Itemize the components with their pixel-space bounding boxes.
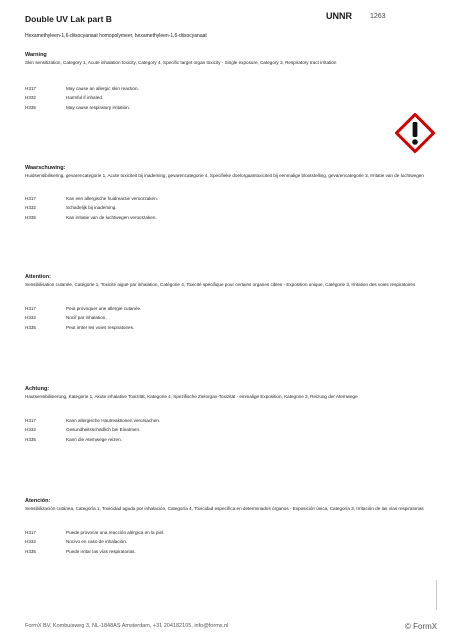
company-address: FormX BV, Kombuisweg 3, NL-1848AS Amsterdam, +31 204182105, info@formx.nl xyxy=(25,623,229,629)
h-code: H317 xyxy=(25,85,36,91)
h-text: Kann die Atemwege reizen. xyxy=(66,436,122,442)
section-german xyxy=(25,386,425,444)
h-code: H317 xyxy=(25,195,36,201)
h-text: Gesundheitsschädlich bei Einatmen. xyxy=(66,427,141,433)
h-text: May cause respiratory irritation. xyxy=(66,104,131,110)
h-text: Kan irritatie van de luchtwegen veroorzaken. xyxy=(66,214,157,220)
product-title: Double UV Lak part B xyxy=(25,14,112,24)
h-code: H317 xyxy=(25,529,36,535)
h-statement-row xyxy=(25,435,425,445)
hazard-classes: Sensibilisation cutanée, Catégorie 1, Toxicité aiguë par inhalation, Catégorie 4, Toxicité spécifique pour certains organes cibles - Exposition unique, Catégorie 3, Irritation des voies respiratoires xyxy=(25,281,416,287)
h-statement-table xyxy=(25,194,425,223)
signal-word: Achtung: xyxy=(25,386,50,392)
h-statement-row xyxy=(25,103,425,113)
h-statement-row xyxy=(25,194,425,204)
h-statement-row xyxy=(25,213,425,223)
section-spanish xyxy=(25,498,425,556)
section-french xyxy=(25,274,425,332)
h-statement-row xyxy=(25,425,425,435)
signal-word: Attention: xyxy=(25,274,51,280)
h-code: H335 xyxy=(25,324,36,330)
h-code: H332 xyxy=(25,427,36,433)
h-code: H317 xyxy=(25,417,36,423)
h-text: Nocif par inhalation. xyxy=(66,315,107,321)
h-code: H317 xyxy=(25,305,36,311)
h-text: May cause an allergic skin reaction. xyxy=(66,85,139,91)
h-statement-table xyxy=(25,304,425,333)
h-statement-table xyxy=(25,416,425,445)
h-text: Peut irriter les voies respiratoires. xyxy=(66,324,135,330)
section-english xyxy=(25,52,425,112)
footer xyxy=(0,620,452,640)
h-code: H335 xyxy=(25,436,36,442)
h-text: Harmful if inhaled. xyxy=(66,95,104,101)
h-code: H332 xyxy=(25,205,36,211)
h-code: H332 xyxy=(25,539,36,545)
h-statement-row xyxy=(25,84,425,94)
exclamation-mark-diamond-icon xyxy=(395,113,435,153)
h-code: H332 xyxy=(25,95,36,101)
h-text: Peut provoquer une allergie cutanée. xyxy=(66,305,142,311)
hazard-classes: Sensibilización cutánea, Categoría 1, Toxicidad aguda por inhalación, Categoría 4, Toxicidad específica en determinados órganos - Exposición única, Categoría 3, Irritación de las vías respiratorias xyxy=(25,505,424,511)
h-statement-row xyxy=(25,313,425,323)
h-statement-table xyxy=(25,528,425,557)
h-text: Kann allergische Hautreaktionen verursachen. xyxy=(66,417,161,423)
brand-logo: © FormX xyxy=(405,622,438,631)
h-text: Puede irritar las vías respiratorias. xyxy=(66,548,136,554)
signal-word: Waarschuwing: xyxy=(25,165,66,171)
signal-word: Atención: xyxy=(25,498,51,504)
hazard-classes: Hautsensibilisierung, Kategorie 1, Akute inhalative Toxizität, Kategorie 4, Spezifische Zielorgan-Toxizität - einmalige Exposition, Kategorie 3, Reizung der Atemwege xyxy=(25,393,358,399)
ingredients-line: Hexamethyleen-1,6-diisocyanaat homopolymeer, hexamethyleen-1,6-diisocyanaat xyxy=(25,33,207,39)
h-text: Puede provocar una reacción alérgica en la piel. xyxy=(66,529,165,535)
h-statement-table xyxy=(25,84,425,113)
h-statement-row xyxy=(25,547,425,557)
h-statement-row xyxy=(25,323,425,333)
h-code: H332 xyxy=(25,315,36,321)
h-statement-row xyxy=(25,528,425,538)
h-text: Kan een allergische huidreactie veroorzaken. xyxy=(66,195,158,201)
h-statement-row xyxy=(25,304,425,314)
h-code: H335 xyxy=(25,214,36,220)
h-statement-row xyxy=(25,537,425,547)
signal-word: Warning xyxy=(25,52,47,58)
h-statement-row xyxy=(25,203,425,213)
section-dutch xyxy=(25,165,425,222)
h-code: H335 xyxy=(25,548,36,554)
hazard-classes: Skin sensitization, Category 1, Acute inhalation toxicity, Category 4, Specific target organ toxicity - Single exposure, Category 3, Respiratory tract irritation xyxy=(25,59,337,65)
h-statement-row xyxy=(25,93,425,103)
divider xyxy=(436,580,437,610)
h-statement-row xyxy=(25,416,425,426)
h-text: Schadelijk bij inademing. xyxy=(66,205,117,211)
product-number: 1263 xyxy=(370,13,386,20)
h-text: Nocivo en caso de inhalación. xyxy=(66,539,128,545)
h-code: H335 xyxy=(25,104,36,110)
hazard-classes: Huidsensibilisering, gevarencategorie 1, Acute toxiciteit bij inademing, gevarencategorie 4, Specifieke doelorgaantoxiciteit bij eenmalige blootstelling, gevarencategorie 3, Irritatie van de luchtwegen xyxy=(25,172,424,178)
product-code: UNNR xyxy=(326,11,352,21)
